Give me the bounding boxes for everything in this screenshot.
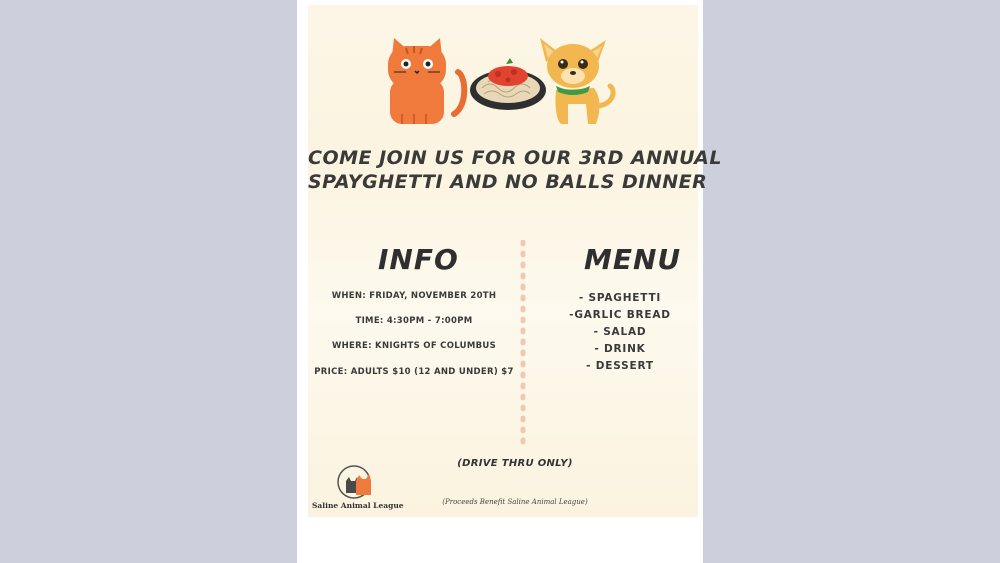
info-title: INFO — [378, 243, 459, 276]
info-price: PRICE: ADULTS $10 (12 AND UNDER) $7 — [314, 367, 514, 377]
dotted-divider — [518, 240, 528, 450]
headline-line-1: COME JOIN US FOR OUR 3RD ANNUAL — [308, 147, 722, 169]
menu-item: -GARLIC BREAD — [569, 309, 671, 321]
info-when: WHEN: FRIDAY, NOVEMBER 20TH — [331, 291, 497, 301]
menu-title: MENU — [584, 243, 682, 276]
menu-item: - SPAGHETTI — [578, 292, 662, 304]
headline — [308, 146, 722, 194]
dog-illustration — [536, 34, 620, 128]
menu-item: - DESSERT — [586, 360, 654, 372]
info-where: WHERE: KNIGHTS OF COLUMBUS — [331, 341, 497, 351]
menu-list — [540, 290, 700, 375]
menu-item: - SALAD — [593, 326, 647, 338]
org-name: Saline Animal League — [312, 501, 404, 510]
menu-item: - DRINK — [594, 343, 646, 355]
saline-animal-league-logo — [336, 463, 376, 501]
info-time: TIME: 4:30PM - 7:00PM — [355, 316, 473, 326]
headline-line-2: SPAYGHETTI AND NO BALLS DINNER — [308, 171, 708, 193]
proceeds-note: (Proceeds Benefit Saline Animal League) — [442, 498, 588, 506]
cat-illustration — [384, 36, 468, 128]
drive-thru-note: (DRIVE THRU ONLY) — [457, 458, 573, 469]
